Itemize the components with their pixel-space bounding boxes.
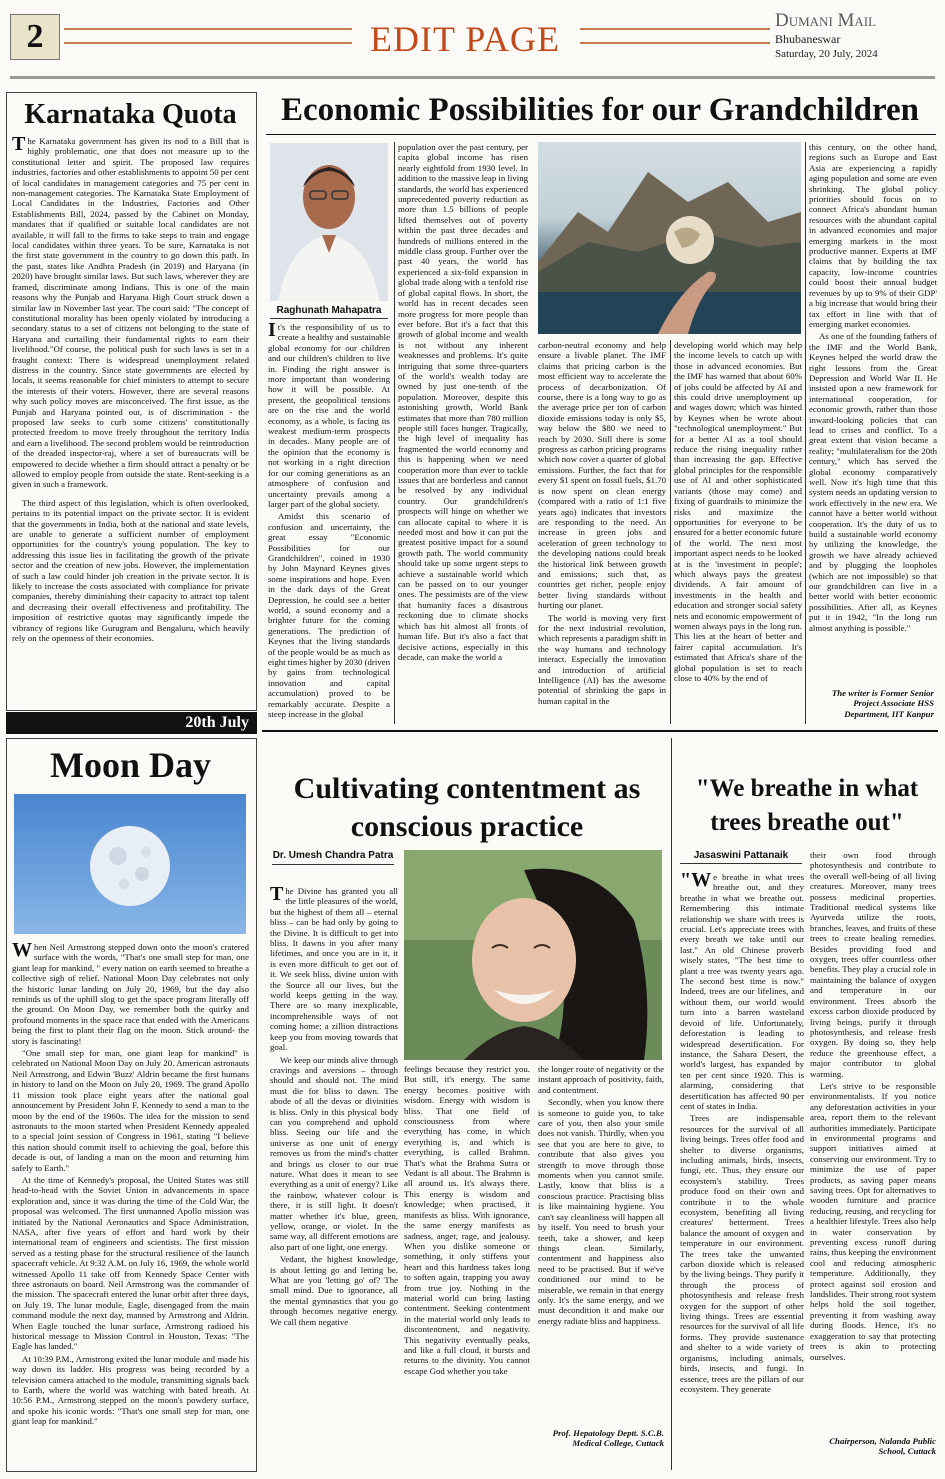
- paper-date: Saturday, 20 July, 2024: [775, 48, 878, 60]
- section-title: EDIT PAGE: [369, 19, 561, 59]
- economic-col-2: [398, 142, 528, 724]
- economic-author-photo: [270, 143, 388, 301]
- economic-col1-p2: Amidst this scenario of confusion and uncertainty, the great essay "Economic Possibilities for our Grandchildren", coined in 1930 by John Maynard Keynes gives some inspirations and hope. Even in the dark days of the Great Depression, he could see a better world, a sound economy and a brighter future for the coming generations. The prediction of Keynes that the living standards of the people would be as much as eight times higher by 2030 (driven by gains from technological innovation and capital accumulation) proved to be remarkably accurate. Despite a steep increase in the global: [268, 511, 390, 720]
- trees-col-1: [680, 872, 804, 1470]
- date-banner-text: 20th July: [185, 714, 249, 731]
- contentment-col1-p1: The Divine has granted you all the little pleasures of the world, but the highest of them all – eternal bliss – can be had only by going to the Divine. It is difficult to get into bliss. It dawns in you after many lifetimes, and once you are in it, it is even more difficult to get out of it. We seek bliss, divine union with the Source all our lives, but the world keeps getting in the way. There are so many inexplicable, incomprehensible ways of not coming home; a zillion distractions keep you from moving towards that goal.: [270, 886, 398, 1053]
- paper-city: Bhubaneswar: [775, 32, 841, 46]
- trees-divider: [671, 738, 672, 1470]
- contentment-col2-p1: feelings because they restrict you. But still, it's energy. The same energy becomes positive with wisdom. Energy with wisdom is bliss. That one field of consciousness from where everything has come, in which everything is, and which is everything, is called Brahmn. That's what the Brahma Sutra or Vedant is all about. The Brahmn is all around us. It's always there. This energy is wisdom and knowledge; when practised, it manifests as bliss. With ignorance, the same energy manifests as sadness, anger, rage, and jealousy. When you dislike someone or something, it only stiffens your heart and this hardness takes long to soften again, trapping you away from true joy. Nothing in the material world can bring lasting contentment. Seeking contentment in the material world only leads to discontentment, and negativity. This negativity eventually peaks, and like a full cloud, it bursts and returns to the divinity. You cannot escape God whether you take: [404, 1064, 530, 1376]
- economic-col-3: [538, 340, 666, 724]
- economic-divider-4: [805, 142, 806, 724]
- economic-credit: The writer is Former Senior Project Associate HSS Department, IIT Kanpur: [831, 688, 934, 719]
- trees-credit: Chairperson, Nalanda Public School, Cuttack: [829, 1436, 936, 1457]
- moon-paragraph-2: "One small step for man, one giant leap for mankind" is celebrated on National Moon Day on July 20. American astronauts Neil Armstrong, and Edwin 'Buzz' Aldrin became the first humans in history to land on the Moon on July 20, 1969. The grand Apollo 11 mission took place eight years after the national goal announcement by President John F. Kennedy to send a man to the moon by the end of the 1960s. The idea for the mission to send astronauts to the moon started when President Kennedy appealed to a special joint session of Congress in 1961, stating "I believe this nation should commit itself to achieving the goal, before this decade is out, of landing a man on the moon and returning him safely to Earth.": [12, 1048, 249, 1173]
- economic-divider-3: [670, 340, 671, 724]
- trees-col1-p1: "We breathe in what trees breathe out, and they breathe in what we breathe out. Remembering this intimate relationship we share with trees is crucial. Let's appreciate trees with every breath we take until our last." An old Chinese proverb wisely states, "The best time to plant a tree was twenty years ago. The second best time is now." Indeed, trees are our lifelines, and without them, our world would turn into a barren wasteland devoid of life. Unfortunately, deforestation is leading to widespread desertification. For instance, the Sahara Desert, the world's largest, has expanded by ten per cent since 1920. This is alarming, considering that desertification has affected 90 per cent of states in India.: [680, 872, 804, 1111]
- economic-title: Economic Possibilities for our Grandchildren: [280, 92, 920, 128]
- contentment-col1-p3: Vedant, the highest knowledge, is about letting go and letting be. What are you 'letting go' of? The small mind. Due to ignorance, all the mental gymnastics that you go through becomes negative energy. We call them negative: [270, 1254, 398, 1327]
- page-number-box: [10, 14, 60, 60]
- trees-author: Jasaswini Pattanaik: [680, 850, 802, 864]
- contentment-col3-p1: the longer route of negativity or the instant approach of positivity, faith, and contentment.: [538, 1064, 664, 1095]
- date-banner: [6, 712, 257, 734]
- masthead-bottom-rule: [10, 76, 935, 79]
- economic-col5-p1: this century, on the other hand, regions such as Europe and East Asia are experiencing a rapidly aging population and some are even shrinking. The global policy priorities should focus on to connect Africa's abundant human resources with the abundant capital in advanced economies and major emerging markets in the most productive manner. Experts at IMF claims that by building the tax capacity, low-income countries could boost their annual budget revenues by up to 9% of their GDP' a big increase that would bring their tax effort in line with that of emerging market economies.: [809, 142, 937, 329]
- economic-col5-p2: As one of the founding fathers of the IMF and the World Bank, Keynes helped the world draw the right lessons from the Great Depression and World War II. He insisted upon a new framework for international cooperation, for economic growth, rather than those inward-looking policies that can lead to crises and conflict. To a great extent that vision became a reality; "multilateralism for the 20th century," which has served the global economy comparatively well. Now it's high time that this system needs an updating version to work effectively in the new era. We cannot have a better world without cooperation. It's the duty of us to build a sustainable world economy by utilizing the knowledge, the growth we have already achieved and by plugging the loopholes (which are not impossible) so that our grandchildren can live in a better world with better economic possibilities. After all, as Keynes put it in 1942, "In the long run almost anything is possible.": [809, 331, 937, 633]
- paper-name: Dumani Mail: [775, 10, 877, 31]
- economic-photo: [538, 142, 801, 334]
- page-number: 2: [26, 18, 44, 55]
- trees-col-2: [810, 850, 936, 1410]
- economic-col3-p2: The world is moving very first for the next industrial revolution, which represents a paradigm shift in the way humans and technology interact. Especially the innovation and introduction of artificial Intelligence (AI) has the awesome potential of shrinking the gaps in human capital in the: [538, 612, 666, 706]
- hand-globe-illustration: [538, 142, 801, 334]
- moon-photo: [14, 794, 246, 934]
- contentment-col-1: [270, 886, 398, 1470]
- moon-illustration: [14, 794, 246, 934]
- contentment-col-2: [404, 1064, 530, 1470]
- economic-title-rule: [266, 134, 936, 135]
- moon-body: [12, 942, 249, 1464]
- karnataka-body: [12, 136, 249, 706]
- author-portrait-illustration: [270, 143, 388, 301]
- contentment-col3-p2: Secondly, when you know there is someone to guide you, to take care of you, then also your smile does not vanish. Thirdly, when you see that you are here to give, to contribute that also gives you strength to move through those moments when you cannot smile. Lastly, know that bliss is a conscious practice. Practising bliss is like maintaining hygiene. You can't say cleanliness will happen all by itself. You need to brush your teeth, take a shower, and keep things clean. Similarly, contentment and happiness also need to be practised. But if we've conditioned our mind to be miserable, we remain in that energy only. It's the same energy, and we must decondition it and make our energy radiate bliss and happiness.: [538, 1097, 664, 1326]
- economic-col2-p1: population over the past century, per capita global income has risen nearly eightfold from 1930 level. In addition to the massive leap in living standards, the world has experienced unprecedented poverty reduction as more than 1.5 billions of people lifted themselves out of poverty within the past three decades and hundreds of millions entered in the middle class group. Further over the past 40 years, the world has experienced a six-fold expansion in global trade along with a tenfold rise of global capital flows. In short, the world has in recent decades seen more progress for more people than ever before. But it's a fact that this growth of global income and wealth is not without any inherent weaknesses and problems. It's quite intriguing that some three-quarters of the world's wealth today are owned by just one-tenth of the population. Moreover, despite this astonishing growth, World Bank estimates that more than 780 million people still faces hunger. Tragically, the high level of inequality has fragmented the world economy and this is happening when we need cooperation more than ever to tackle issues that are borderless and cannot be resolved by any individual country. Our grandchildren's prospects will hinge on whether we can allocate capital to where it is needed most and how it can put the greatest positive impact for a sound growth path. The world community should take up some urgent steps to achieve a sustainable world which can be passed on to our younger ones. The pessimists are of the view that humanity faces a disastrous reckoning due to climate shocks which has hit almost all fronts of human life. But it's also a fact that decisive actions, especially in this decade, can make the world a: [398, 142, 528, 662]
- economic-col3-p1: carbon-neutral economy and help ensure a livable planet. The IMF claims that pricing carbon is the most efficient way to accelerate the process of decarbonization. Of course, there is a long way to go as the average price per ton of carbon dioxide emissions today is only $5, way below the $80 we need to reach by 2030. Still there is some progress as carbon pricing programs which now cover a quarter of global emissions. Further, the fact that for every $1 spent on fossil fuels, $1.70 is now spent on clean energy (compared with a ratio of 1:1 five years ago) indicates that investors are responding to the need. An increase in green jobs and aceleration of green technology to the developing nations could break the historical link between growth and emissions; such that, as countries get richer, people enjoy better living standards without hurting our planet.: [538, 340, 666, 611]
- contentment-credit: Prof. Hepatology Deptt. S.C.B. Medical College, Cuttack: [552, 1428, 664, 1449]
- contentment-author: Dr. Umesh Chandra Patra: [272, 850, 394, 865]
- karnataka-title: Karnataka Quota: [24, 99, 237, 130]
- trees-title: "We breathe in what trees breathe out": [695, 775, 919, 836]
- economic-col1-p1: It's the responsibility of us to create a healthy and sustainable global economy for our children and our children's children to live in. Finding the right answer is more important than wondering how it will be possible. At present, the geopolitical tensions are on the rise and the world economy, as a whole, is facing its weakest medium-term prospects in decades. Many people are of the opinion that the economy is not working in a right direction for our coming generations as an atmosphere of confusion and uncertainty prevails among a larger part of the global society.: [268, 322, 390, 509]
- lower-section-rule: [262, 730, 938, 732]
- moon-paragraph-4: At 10:39 P.M., Armstrong exited the lunar module and made his way down its ladder. His progress was being recorded by a television camera attached to the module, transmitting signals back to Earth, where the world was watching with bated breath. At 10:56 P.M., Armstrong stepped on the moon's powdery surface, and spoke his iconic words: "That's one small step for man, one giant leap for mankind.": [12, 1353, 249, 1427]
- trees-col2-p1: their own food through photosynthesis and contribute to the overall well-being of all living creatures. Moreover, many trees possess medicinal properties. Traditional medical systems like Ayurveda utilize the roots, branches, leaves, and fruits of these trees to create healing remedies. Besides providing food and oxygen, trees offer countless other benefits. They play a crucial role in maintaining the balance of oxygen and temperature in our environment. Trees absorb the excess carbon dioxide produced by living beings, purify it through photosynthesis, and release fresh oxygen. By doing so, they help reduce the greenhouse effect, a major contributor to global warming.: [810, 850, 936, 1079]
- karnataka-paragraph-2: The third aspect of this legislation, which is often overlooked, pertains to its potential impact on the private sector. It is evident that the governments in India, both at the national and state levels, are unable to generate a sufficient number of employment opportunities for the country's young population. The key to addressing this issue lies in facilitating the growth of the private sector and the creation of new jobs. However, the implementation of such a law could hinder job creation in the private sector. It is likely to increase the costs associated with compliance for private companies, thereby diminishing their capacity to attract top talent and decreasing their overall effectiveness and profitability. The imposition of restrictive quotas may significantly impede the vibrancy of regions like Gurugram and Bengaluru, which heavily rely on the openness of their economies.: [12, 497, 249, 644]
- trees-col1-p2: Trees are indispensable resources for the survival of all living beings. Trees offer food and shelter to diverse organisms, including animals, birds, insects, fungi, etc. Thus, they ensure our ecosystem's stability. Trees produce food on their own and contribute it to the whole ecosystem, benefiting all living creatures' betterment. Trees balance the amount of oxygen and temperature in our environment. The trees take the unwanted carbon dioxide which is released by the living beings. They purify it through the process of photosynthesis and release fresh oxygen for the support of other living things. Trees are essential resources for the survival of all life forms. They provide sustenance and shelter to a wide variety of organisms, including animals, birds, insects, and fungi. In essence, trees are the pillars of our ecosystem. They generate: [680, 1113, 804, 1394]
- masthead-rule-left: [64, 28, 352, 44]
- contentment-col-3: [538, 1064, 664, 1424]
- moon-paragraph-3: At the time of Kennedy's proposal, the United States was still head-to-head with the Soviet Union in advancements in space exploration and, since it was during the time of the Cold War, the proposal was welcomed. The first unmanned Apollo mission was initiated by the National Aeronautics and Space Administration, NASA, after five years of effort and hard work by their international team of engineers and scientists. The first mission served as a testing phase for the structural resilience of the launch spacecraft vehicle. At 9:32 A.M. on July 16, 1969, the whole world witnessed Apollo 11 take off from Kennedy Space Center with three astronauts on board. Neil Armstrong was the commander of the mission. The spacecraft entered the lunar orbit after three days, on July 19. The lunar module, Eagle, disengaged from the main command module the next day, manned by Armstrong and Aldrin. When Eagle touched the lunar surface, Armstrong radioed his historical message to Mission Control in Houston, Texas: "The Eagle has landed.": [12, 1174, 249, 1352]
- economic-author: Raghunath Mahapatra: [270, 305, 388, 319]
- economic-col-5: [809, 142, 937, 710]
- economic-col4-p1: developing world which may help the income levels to catch up with those in advanced economies. But the IMF has warned that about 60% of jobs could be affected by AI and this could drive unemployment up and wages down; which was hinted by Keynes when he wrote about "technological unemployment." But for a better AI as a tool should reduce the rising inequality rather than increasing the gap. Effective global principles for the responsible use of AI and other sophisticated variants (those may come) and fixing of guardrails to minimize the risks and maximize the opportunities for everyone to be ensured for a better economic future of the world. The next most important aspect needs to be looked at is the 'investment in people'; which always pays the greatest dividends. A fair amount of investments in the health and education and stronger social safety nets and economic empowerment of women always pays in the long run. This lies at the heart of better and fairer capital accumulation. It's estimated that Africa's share of the global population is set to reach close to 40% by the end of: [674, 340, 802, 683]
- karnataka-paragraph-1: The Karnataka government has given its nod to a Bill that is highly problematic, one that does not measure up to the constitutional letter and spirit. The proposed law requires industries, factories and other establishments to appoint 50 per cent of local candidates in management categories and 75 per cent in non-management categories. The Karnataka State Employment of Local Candidates in the Industries, Factories and Other Establishments Bill, 2024, passed by the Cabinet on Monday, mandates that if qualified or suitable local candidates are not available, it will fall to the firms to take steps to train and engage local candidates within three years. To be sure, Karnataka is not the first state government in the country to go down this path. In the past, states like Andhra Pradesh (in 2019) and Haryana (in 2020) have brought similar laws. But such laws, wherever they are framed, discriminate among Indians. This is one of the main reasons why the Punjab and Haryana High Court struck down a similar law in November last year. The court said: "The concept of constitutional morality has been openly violated by introducing a secondary status to a set of citizens not belonging to the state of Haryana and curtailing their fundamental rights to earn their livelihood."Of course, the political push for such laws is set in a fraught context: There is widespread unemployment related distress in the country. Since state governments are elected by locals, it seems reasonable for chief ministers to attempt to secure the interests of their voters. However, there are several reasons why such policy moves are misconceived. The first issue, as the Punjab and Haryana pointed out, is of discrimination - the proposed law seeks to curb some citizens' constitutionally protected freedom to move freely throughout the territory India and earn a livelihood. The second problem would be reintroduction of the dreaded inspector-raj, where a set of bureaucrats will be empowered to decide whether a firm should attract a penalty or be allowed to employ people from outside the state. Rent-seeking is a given in such a framework.: [12, 136, 249, 490]
- contentment-title: Cultivating contentment as conscious practice: [293, 772, 641, 843]
- trees-col2-p2: Let's strive to be responsible environmentalists. If you notice any deforestation activities in your area, report them to the relevant authorities immediately. Participate in environmental programs and support initiatives aimed at conserving our environment. Try to minimize the use of paper products, as saving paper means saving trees. Opt for alternatives to wooden furniture and practice reducing, reusing, and recycling for a healthier lifestyle. Trees also help in water conservation by preventing excess runoff during rains, thus keeping the environment cool and reducing atmospheric temperature. Additionally, they protect against soil erosion and landslides. Their strong root system helps hold the soil together, preventing it from washing away during floods. Hence, it's no exaggeration to say that protecting trees is akin to protecting ourselves.: [810, 1080, 936, 1362]
- economic-col-4: [674, 340, 802, 724]
- contentment-photo: [404, 850, 662, 1060]
- contentment-col1-p2: We keep our minds alive through cravings and aversions – through should and should not. The mind must die for bliss to dawn. The abode of all the devas or divinities is bliss. Only in this physical body can you comprehend and uphold bliss. Seeing our life and the universe as one unit of energy removes us from the mind's chatter and brings us closer to our true nature. What does it mean to see everything as a unit of energy? Like the rainbow, whatever colour is there, it is still light. It doesn't matter whether it's blue, green, yellow, orange, or violet. In the same way, all different emotions are also part of one light, one energy.: [270, 1054, 398, 1252]
- moon-title: Moon Day: [50, 745, 211, 785]
- moon-paragraph-1: When Neil Armstrong stepped down onto the moon's cratered surface with the words, "That's one small step for man, one giant leap for mankind, " every nation on earth seemed to breathe a collective sigh of relief. National Moon Day celebrates not only the historic lunar landing on July 20, 1969, but the day also reminds us of the uphill slog to get the space program literally off the ground. On Moon Day, we remember both the quirky and profound moments in the space race that ended with the Americans being the first to plant their flag on the moon. Stick around- the story is fascinating!: [12, 942, 249, 1046]
- economic-col-1: [268, 322, 390, 724]
- economic-divider-1: [394, 142, 395, 724]
- smiling-woman-illustration: [404, 850, 662, 1060]
- masthead-rule-right: [580, 28, 770, 44]
